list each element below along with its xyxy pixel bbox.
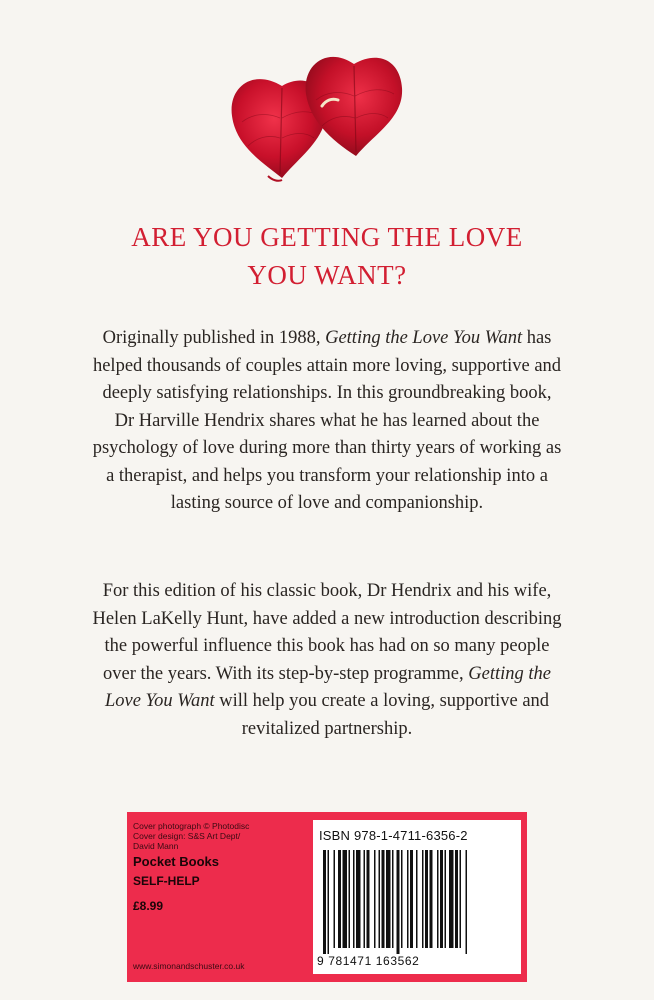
paragraph-line	[28, 661, 626, 689]
publisher-website: www.simonandschuster.co.uk	[133, 961, 245, 971]
designer-name: David Mann	[133, 841, 179, 851]
book-title: Love You Want	[104, 691, 215, 711]
barcode-icon	[323, 850, 513, 954]
text-run: will help you create a loving, supportive and	[214, 691, 550, 711]
paragraph-line: psychology of love during more than thirty years of working as	[92, 438, 562, 458]
paragraph-line: the powerful influence this book has had on so many people	[104, 636, 550, 656]
paragraph-line: helped thousands of couples attain more loving, supportive and	[92, 355, 562, 376]
paragraph-line: deeply satisfying relationships. In this groundbreaking book,	[102, 383, 552, 403]
paragraph-line	[28, 688, 626, 716]
headline-line-2: YOU WANT?	[247, 260, 407, 290]
publisher-info-box	[127, 812, 527, 982]
publisher-imprint: Pocket Books	[133, 854, 219, 869]
headline	[0, 218, 654, 294]
paragraph-line: For this edition of his classic book, Dr Hendrix and his wife,	[102, 581, 552, 601]
description-paragraph-2	[28, 578, 626, 743]
text-run: Originally published in 1988,	[102, 328, 326, 348]
cover-photo-credit: Cover photograph © Photodisc	[133, 821, 250, 831]
description-paragraph-1	[28, 325, 626, 518]
barcode-panel	[313, 820, 521, 974]
paragraph-line: a therapist, and helps you transform your relationship into a	[106, 465, 548, 486]
book-title: Getting the	[468, 663, 551, 684]
book-title: Getting the Love You Want	[325, 328, 523, 348]
paragraph-line: lasting source of love and companionship.	[170, 493, 484, 513]
paragraph-line: Helen LaKelly Hunt, have added a new introduction describing	[92, 608, 562, 629]
headline-line-1: ARE YOU GETTING THE LOVE	[131, 222, 523, 252]
book-category: SELF-HELP	[133, 874, 200, 888]
paragraph-line: Dr Harville Hendrix shares what he has learned about the	[114, 410, 540, 431]
isbn-label: ISBN 978-1-4711-6356-2	[319, 828, 468, 843]
barcode-digits: 9 781471 163562	[317, 954, 420, 968]
anthurium-flowers-icon	[222, 38, 426, 188]
book-price: £8.99	[133, 899, 164, 913]
paragraph-line	[28, 325, 626, 353]
cover-design-credit: Cover design: S&S Art Dept/	[133, 831, 241, 841]
text-run: over the years. With its step-by-step programme,	[103, 663, 469, 684]
paragraph-line: revitalized partnership.	[241, 718, 413, 739]
text-run: has	[522, 328, 552, 348]
